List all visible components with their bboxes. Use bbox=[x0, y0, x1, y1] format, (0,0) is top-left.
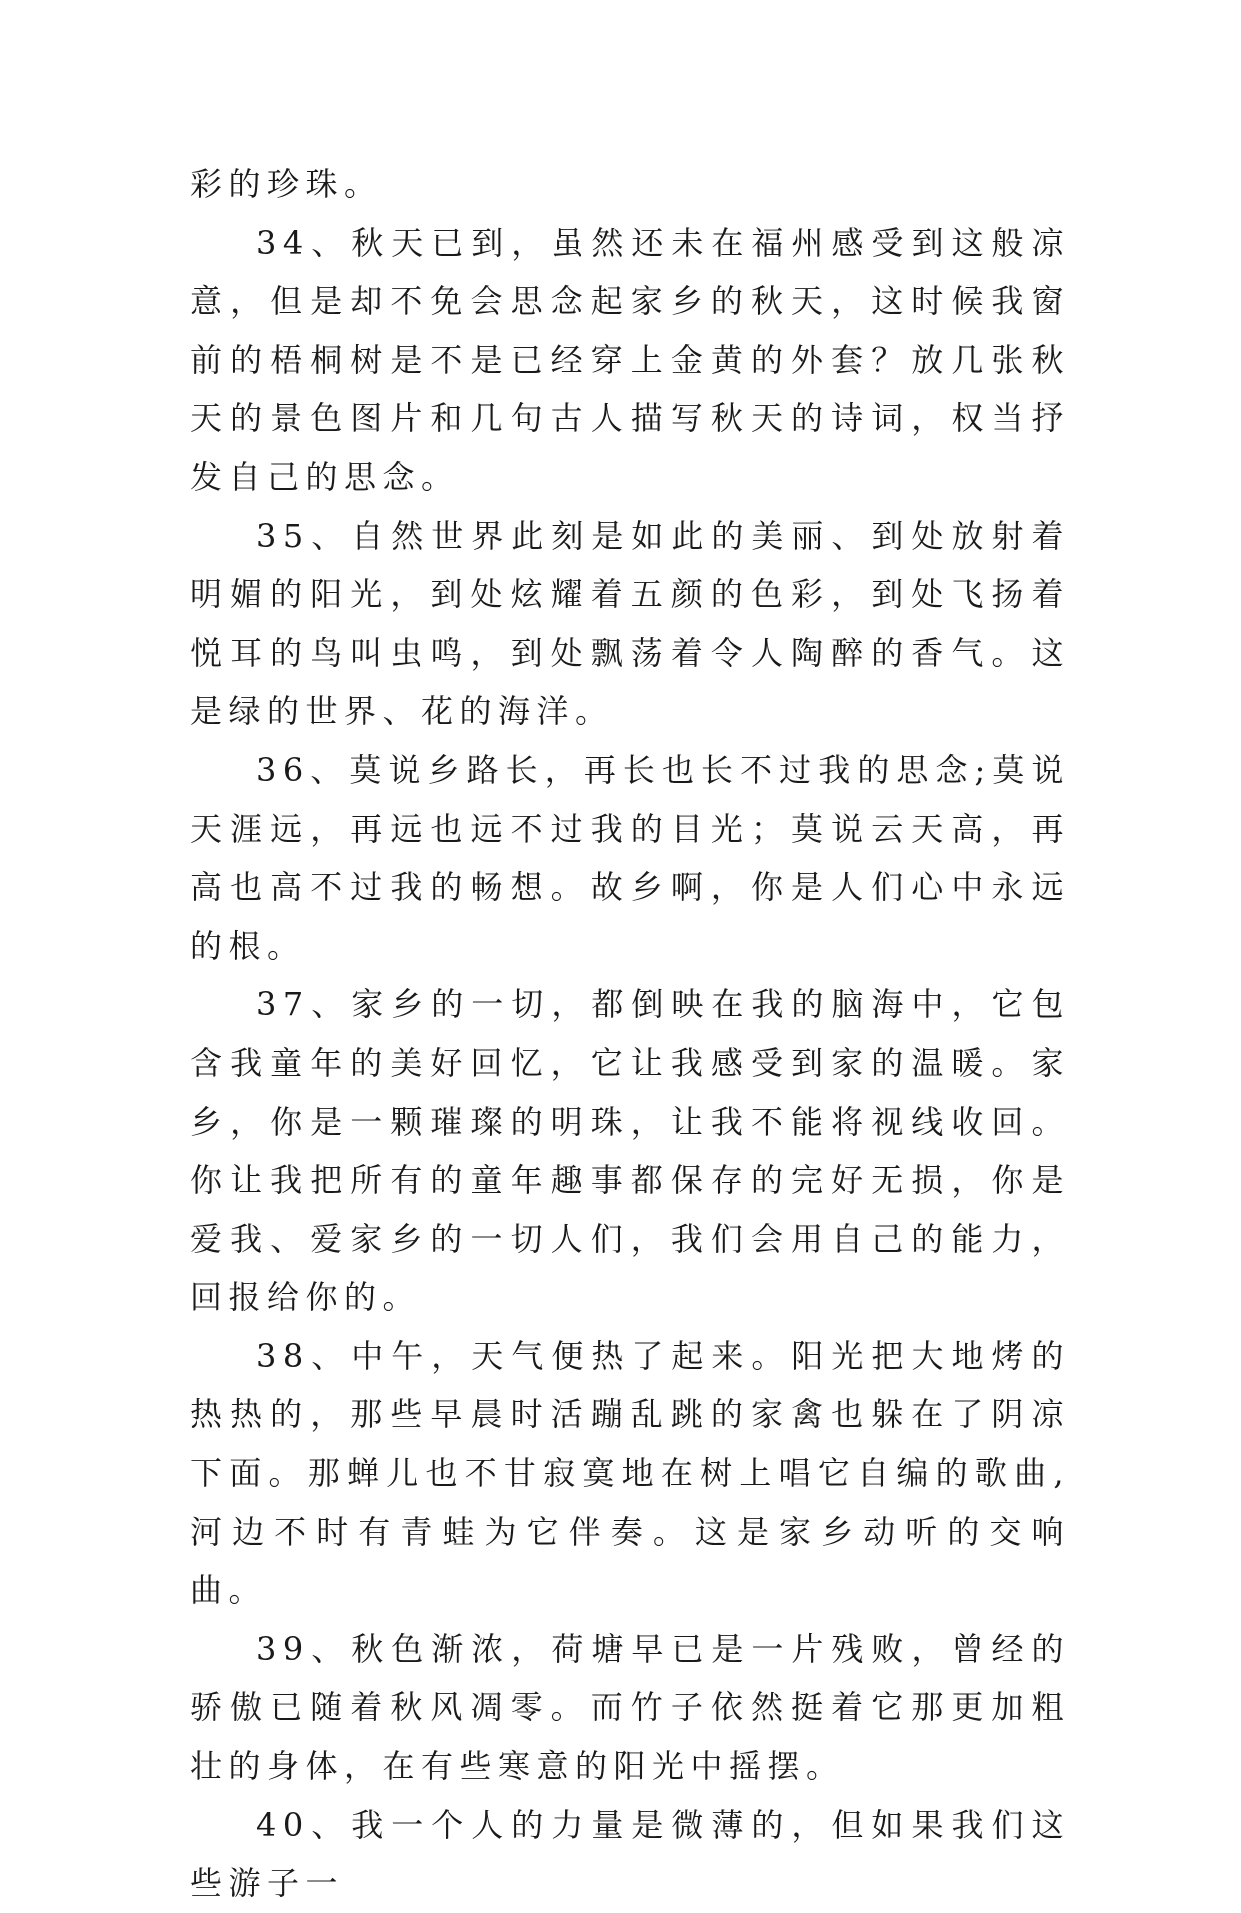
paragraph-34: 34、秋天已到，虽然还未在福州感受到这般凉意，但是却不免会思念起家乡的秋天，这时候我窗前的梧桐树是不是已经穿上金黄的外套？放几张秋天的景色图片和几句古人描写秋天的诗词，权当抒发自己的思念。 bbox=[190, 223, 1070, 496]
paragraph-38: 38、中午，天气便热了起来。阳光把大地烤的热热的，那些早晨时活蹦乱跳的家禽也躲在了阴凉下面。那蝉儿也不甘寂寞地在树上唱它自编的歌曲,河边不时有青蛙为它伴奏。这是家乡动听的交响曲。 bbox=[190, 1336, 1070, 1610]
paragraph-37: 37、家乡的一切，都倒映在我的脑海中，它包含我童年的美好回忆，它让我感受到家的温暖。家乡，你是一颗璀璨的明珠，让我不能将视线收回。你让我把所有的童年趣事都保存的完好无损，你是爱我、爱家乡的一切人们，我们会用自己的能力，回报给你的。 bbox=[190, 985, 1070, 1317]
paragraph-40: 40、我一个人的力量是微薄的，但如果我们这些游子一 bbox=[190, 1805, 1070, 1903]
paragraph-39: 39、秋色渐浓，荷塘早已是一片残败，曾经的骄傲已随着秋风凋零。而竹子依然挺着它那更加粗壮的身体，在有些寒意的阳光中摇摆。 bbox=[190, 1629, 1070, 1786]
paragraph-36: 36、莫说乡路长，再长也长不过我的思念;莫说天涯远，再远也远不过我的目光；莫说云天高，再高也高不过我的畅想。故乡啊，你是人们心中永远的根。 bbox=[190, 750, 1070, 965]
body-text bbox=[190, 155, 1070, 1913]
paragraph-35: 35、自然世界此刻是如此的美丽、到处放射着明媚的阳光，到处炫耀着五颜的色彩，到处飞扬着悦耳的鸟叫虫鸣，到处飘荡着令人陶醉的香气。这是绿的世界、花的海洋。 bbox=[190, 516, 1070, 731]
paragraph-fragment: 彩的珍珠。 bbox=[190, 165, 383, 203]
